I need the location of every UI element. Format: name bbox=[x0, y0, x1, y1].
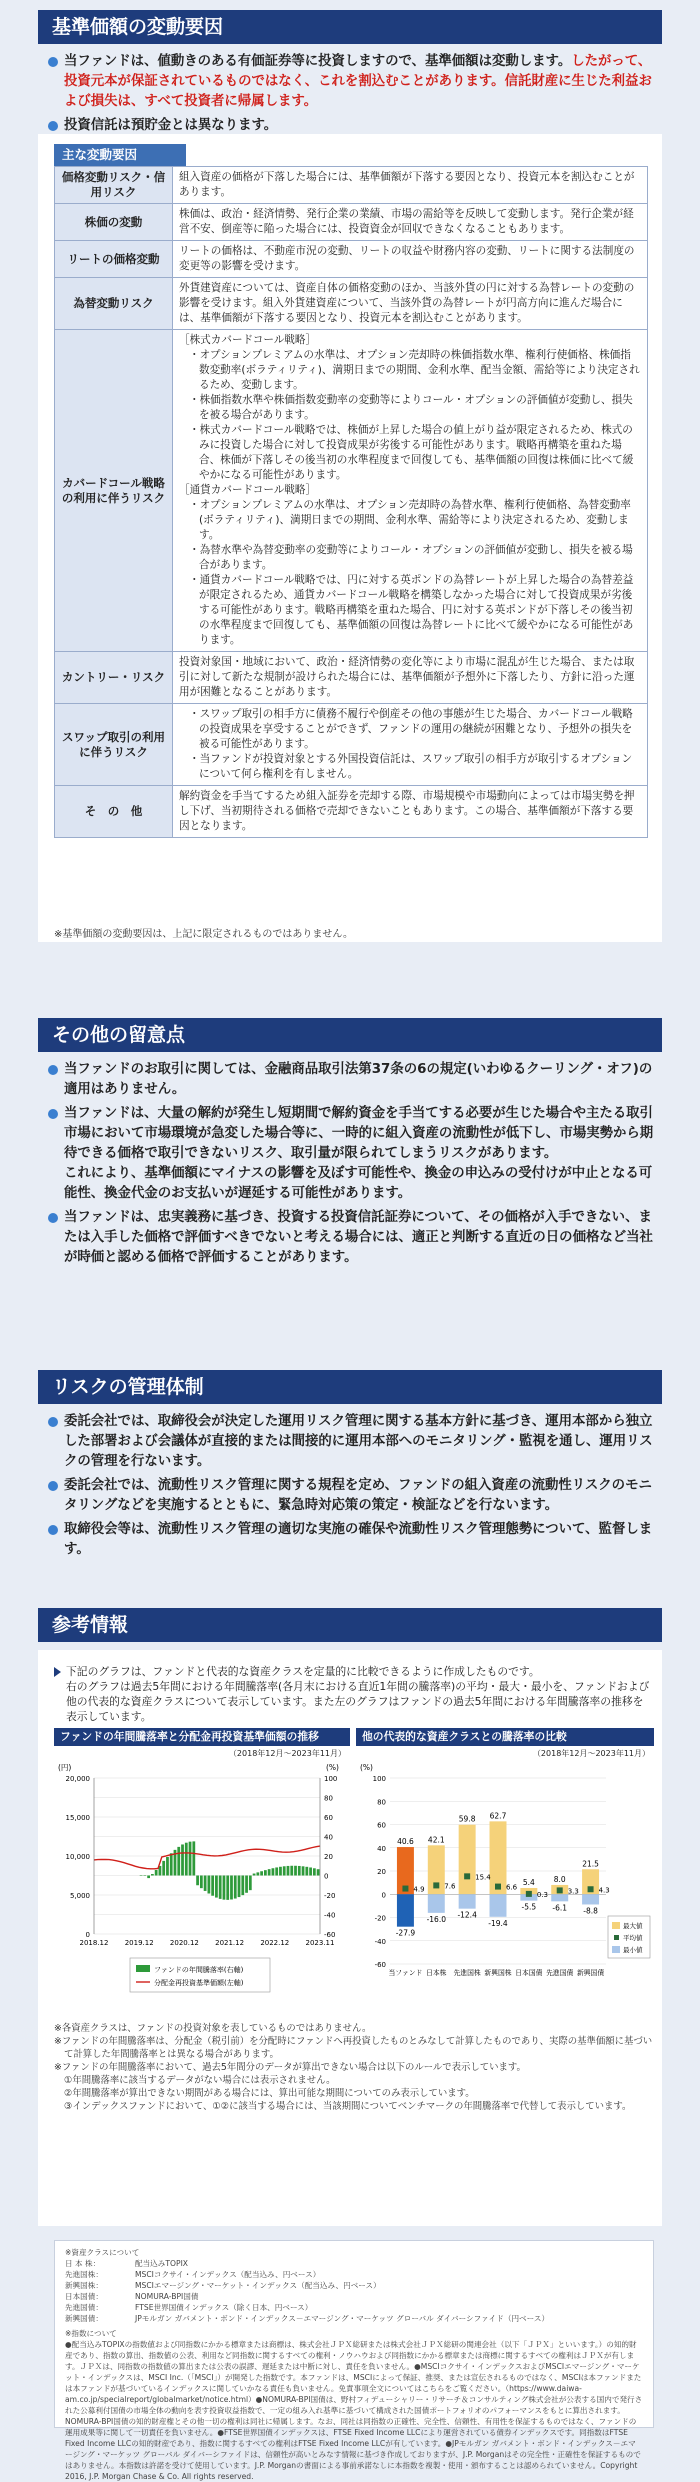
tick-label: 0 bbox=[381, 1891, 386, 1900]
s2-bullet-3: 当ファンドは、忠実義務に基づき、投資する投資信託証券について、その価格が入手できない、または入手した価格で評価すべきでないと考える場合には、適正と判断する直近の日の価格など当社が時価と認める価格で評価することがあります。 bbox=[48, 1208, 658, 1268]
tick-label: 2020.12 bbox=[169, 1939, 199, 1947]
avg-label: 7.6 bbox=[444, 1882, 456, 1891]
asset-class-value: NOMURA-BPI国債 bbox=[135, 2292, 199, 2301]
asset-class-key: 先進国株： bbox=[65, 2270, 103, 2279]
s1-b1c: 信託財産に生じた利益および損失は、すべて投資者に帰属します。 bbox=[64, 74, 652, 109]
cc-heading-currency: ［通貨カバードコール戦略］ bbox=[179, 484, 317, 496]
risk-table bbox=[54, 166, 648, 838]
chart-period: （2018年12月～2023年11月） bbox=[532, 1749, 650, 1758]
list-item: ・通貨カバードコール戦略では、円に対する英ポンドの為替レートが上昇した場合の為替差益が限定されるため、通貨カバードコール戦略を構築しなかった場合に対して投資成果が劣後する可能性があります。戦略再構築を重ねた場合、円に対する英ポンドが下落しその後当初の水準程度まで回復しても、基準価額の回復は為替レートに比べて緩やかになる可能性があります。 bbox=[189, 574, 634, 646]
list-item: ・株価指数水準や株価指数変動率の変動等によりコール・オプションの評価値が変動し、損失を被る場合があります。 bbox=[189, 394, 633, 421]
return-bar bbox=[260, 1871, 263, 1875]
return-bar bbox=[249, 1876, 252, 1891]
legal-body: ●配当込みTOPIXの指数値および同指数にかかる標章または商標は、株式会社ＪＰＸ総研または株式会社ＪＰＸ総研の関連会社（以下「ＪＰＸ」といいます。）の知的財産であり、指数の算出、指数値の公表、利用など同指数に関するすべての権利・ノウハウおよび同指数にかかる標章または商標に関するすべての権利はＪＰＸが有します。ＪＰＸは、同指数の指数値の算出または公表の誤謬、遅延または中断に対し、責任を負いません。●MSCIコクサイ・インデックスおよびMSCIエマージング・マーケット・インデックスは、MSCI Inc.（「MSCI」）が開発した指数です。本ファンドは、MSCIによって保証、推奨、または宣伝されるものではなく、MSCIは本ファンドまたは本ファンドが基づいているインデックスに関していかなる責任も負いません。免責事項全文についてはこちらをご覧ください。（https://www.daiwa-am.co.jp/specialreport/globalmarket/notice.html）●NOMURA-BPI国債は、野村フィデューシャリー・リサーチ＆コンサルティング株式会社が公表する国内で発行された公募利付国債の市場全体の動向を表す投資収益指数で、一定の組み入れ基準に基づいて構成された国債ポートフォリオのパフォーマンスをもとに算出されます。NOMURA-BPI国債の知的財産権とその他一切の権利は同社に帰属します。なお、同社は同指数の正確性、完全性、信頼性、有用性を保証するものではなく、ファンドの運用成果等に関して一切責任を負いません。●FTSE世界国債インデックスは、FTSE Fixed Income LLCにより運営されている債券インデックスです。同指数はFTSE Fixed Income LLCの知的財産であり、指数に関するすべての権利はFTSE Fixed Income LLCが有しています。●JPモルガン ガバメント・ボンド・インデックス－エマージング・マーケッツ グローバル ダイバーシファイドは、信頼性が高いとみなす情報に基づき作成しておりますが、J.P. Morganはその完全性・正確性を保証するものではありません。本指数は許諾を受けて使用しています。J.P. Morganの書面による事前承諾なしに本指数を複製・使用・頒布することは認められていません。Copyright 2016, J.P. Morgan Chase & Co. All rights reserved. bbox=[65, 2340, 643, 2481]
max-label: 42.1 bbox=[427, 1835, 445, 1845]
return-bar bbox=[147, 1876, 150, 1879]
max-label: 5.4 bbox=[522, 1877, 535, 1887]
ref-desc-2: 右のグラフは過去5年間における年間騰落率(各月末における直近1年間の騰落率)の平均・最大・最小を、ファンドおよび他の代表的な資産クラスについて表示しています。また左のグラフはファンドの過去5年間における年間騰落率の推移を表示しています。 bbox=[66, 1680, 650, 1723]
table-row bbox=[55, 786, 648, 838]
return-bar bbox=[215, 1876, 218, 1898]
avg-marker bbox=[433, 1882, 439, 1888]
tick-label: 100 bbox=[324, 1775, 338, 1783]
table-row bbox=[55, 652, 648, 704]
return-bar bbox=[283, 1866, 286, 1875]
risk-table-head: 主な変動要因 bbox=[54, 144, 186, 166]
return-bar bbox=[253, 1874, 256, 1876]
s1-bullet-2: 投資信託は預貯金とは異なります。 bbox=[48, 116, 658, 136]
return-bar bbox=[226, 1876, 229, 1900]
max-bar bbox=[459, 1825, 476, 1895]
min-label: -5.5 bbox=[521, 1902, 537, 1912]
category-label: 新興国株 bbox=[484, 1969, 512, 1977]
min-bar bbox=[582, 1894, 599, 1904]
asset-class-value: MSCIコクサイ・インデックス（配当込み、円ベース） bbox=[135, 2270, 321, 2279]
tick-label: 40 bbox=[377, 1844, 386, 1853]
asset-class-value: FTSE世界国債インデックス（除く日本、円ベース） bbox=[135, 2303, 313, 2312]
min-label: -16.0 bbox=[426, 1914, 446, 1924]
return-bar bbox=[294, 1866, 297, 1876]
max-label: 8.0 bbox=[553, 1874, 566, 1884]
return-bar bbox=[200, 1876, 203, 1889]
return-bar bbox=[162, 1861, 165, 1876]
y-left-unit: (円) bbox=[58, 1763, 72, 1772]
return-bar bbox=[151, 1874, 154, 1875]
return-bar bbox=[241, 1876, 244, 1896]
max-bar bbox=[490, 1821, 507, 1894]
avg-label: 4.3 bbox=[598, 1886, 610, 1895]
asset-class-value: 配当込みTOPIX bbox=[135, 2259, 189, 2268]
list-item: ・株式カバードコール戦略では、株価が上昇した場合の値上がり益が限定されるため、株式のみに投資した場合に対して投資成果が劣後する可能性があります。戦略再構築を重ねた場合、株価が下落しその後当初の水準程度まで回復しても、基準価額の回復は株価に比べて緩やかになる可能性があります。 bbox=[189, 424, 634, 481]
asset-class-row bbox=[65, 2302, 643, 2313]
return-bar bbox=[238, 1876, 241, 1898]
chart-asset-comparison-svg bbox=[356, 1728, 654, 2014]
asset-class-value: JPモルガン ガバメント・ボンド・インデックス－エマージング・マーケッツ グローバル ダイバーシファイド（円ベース） bbox=[135, 2314, 550, 2323]
row-key: 価格変動リスク・信用リスク bbox=[55, 167, 173, 204]
category-label: 先進国債 bbox=[546, 1969, 574, 1977]
table-row bbox=[55, 704, 648, 786]
chart-period: （2018年12月～2023年11月） bbox=[228, 1749, 346, 1758]
legend-swatch-max bbox=[612, 1922, 620, 1929]
avg-label: 3.3 bbox=[567, 1887, 579, 1896]
footnote: ②年間騰落率が算出できない期間がある場合には、算出可能な期間についてのみ表示しています。 bbox=[64, 2088, 475, 2099]
return-bar bbox=[256, 1872, 259, 1875]
legend-swatch-bar bbox=[136, 1965, 150, 1972]
row-value: 解約資金を手当てするため組入証券を売却する際、市場規模や市場動向によっては市場実勢を押し下げ、当初期待される価格で売却できないこともあります。この場合、基準価額が下落する要因となります。 bbox=[173, 786, 648, 838]
tick-label: -40 bbox=[374, 1937, 386, 1946]
category-label: 当ファンド bbox=[388, 1969, 423, 1977]
min-bar bbox=[428, 1894, 445, 1913]
chart-footnotes bbox=[54, 2022, 654, 2113]
chart-title: ファンドの年間騰落率と分配金再投資基準価額の推移 bbox=[54, 1728, 350, 1746]
tick-label: 2021.12 bbox=[215, 1939, 245, 1947]
s2-bullets bbox=[48, 1060, 658, 1272]
s2-bullet-1: 当ファンドのお取引に関しては、金融商品取引法第37条の6の規定(いわゆるクーリング・オフ)の適用はありません。 bbox=[48, 1060, 658, 1100]
section-title-volatility: 基準価額の変動要因 bbox=[38, 10, 662, 44]
list-item: ・スワップ取引の相手方に債務不履行や倒産その他の事態が生じた場合、カバードコール戦略の投資成果を享受することができず、ファンドの運用の継続が困難となり、予想外の損失を被る可能性があります。 bbox=[189, 708, 633, 750]
return-bar bbox=[140, 1876, 143, 1877]
asset-class-key: 日 本 株： bbox=[65, 2259, 101, 2268]
asset-class-row bbox=[65, 2269, 643, 2280]
avg-label: 4.9 bbox=[413, 1885, 425, 1894]
y-right-unit: (%) bbox=[326, 1763, 339, 1772]
s1-bullet-1 bbox=[48, 52, 658, 112]
return-bar bbox=[211, 1876, 214, 1896]
s3-bullets bbox=[48, 1412, 658, 1564]
row-value bbox=[173, 330, 648, 652]
tick-label: -40 bbox=[324, 1911, 336, 1920]
row-value: リートの価格は、不動産市況の変動、リートの収益や財務内容の変動、リートに関する法制度の変更等の影響を受けます。 bbox=[173, 241, 648, 278]
chart-legend bbox=[130, 1958, 270, 1992]
legend-swatch-avg bbox=[614, 1935, 619, 1940]
return-bar bbox=[181, 1844, 184, 1875]
avg-marker bbox=[495, 1884, 501, 1890]
table-row bbox=[55, 204, 648, 241]
tick-label: 80 bbox=[377, 1798, 386, 1807]
footnote: ※各資産クラスは、ファンドの投資対象を表しているものではありません。 bbox=[54, 2023, 372, 2034]
s1-note: ※基準価額の変動要因は、上記に限定されるものではありません。 bbox=[54, 929, 353, 940]
tick-label: 2018.12 bbox=[79, 1939, 109, 1947]
cc-heading-equity: ［株式カバードコール戦略］ bbox=[179, 334, 317, 346]
return-bar bbox=[287, 1866, 290, 1876]
avg-marker bbox=[557, 1887, 563, 1893]
list-item: ・為替水準や為替変動率の変動等によりコール・オプションの評価値が変動し、損失を被る場合があります。 bbox=[189, 544, 633, 571]
legend-item: 分配金再投資基準価額(左軸) bbox=[154, 1979, 244, 1987]
category-label: 新興国債 bbox=[576, 1969, 605, 1977]
tick-label: 20 bbox=[377, 1868, 386, 1876]
chart-asset-comparison bbox=[356, 1728, 654, 2014]
footnote: ③インデックスファンドにおいて、①②に該当する場合には、当該期間についてベンチマークの年間騰落率で代替して表示しています。 bbox=[64, 2101, 632, 2112]
tick-label: 100 bbox=[372, 1775, 386, 1783]
tick-label: -60 bbox=[324, 1931, 336, 1939]
list-item: ・オプションプレミアムの水準は、オプション売却時の為替水準、権利行使価格、為替変動率(ボラティリティ)、満期日までの期間、金利水準、需給等により決定されるため、変動します。 bbox=[189, 499, 631, 541]
min-bar bbox=[459, 1894, 476, 1908]
return-bar bbox=[234, 1876, 237, 1899]
ref-desc-1: 下記のグラフは、ファンドと代表的な資産クラスを定量的に比較できるように作成したものです。 bbox=[54, 1664, 654, 1679]
avg-marker bbox=[402, 1886, 408, 1892]
table-row bbox=[55, 167, 648, 204]
return-bar bbox=[155, 1870, 158, 1876]
s3-bullet-2: 委託会社では、流動性リスク管理に関する規程を定め、ファンドの組入資産の流動性リスクのモニタリングなどを実施するとともに、緊急時対応策の策定・検証などを行ないます。 bbox=[48, 1476, 658, 1516]
chart-title: 他の代表的な資産クラスとの騰落率の比較 bbox=[356, 1728, 654, 1746]
section-title-reference: 参考情報 bbox=[38, 1608, 662, 1642]
avg-label: 0.3 bbox=[536, 1890, 548, 1899]
return-bar bbox=[309, 1867, 312, 1875]
row-value bbox=[173, 704, 648, 786]
avg-marker bbox=[526, 1891, 532, 1897]
tick-label: -20 bbox=[374, 1914, 386, 1923]
asset-class-row bbox=[65, 2291, 643, 2302]
tick-label: 20,000 bbox=[65, 1775, 90, 1783]
return-bar bbox=[166, 1857, 169, 1875]
return-bar bbox=[185, 1843, 188, 1876]
table-row bbox=[55, 241, 648, 278]
asset-class-row bbox=[65, 2280, 643, 2291]
return-bar bbox=[268, 1869, 271, 1875]
tick-label: 60 bbox=[324, 1814, 333, 1822]
min-bar bbox=[397, 1894, 414, 1926]
tick-label: -60 bbox=[374, 1961, 386, 1969]
return-bar bbox=[302, 1866, 305, 1875]
return-bar bbox=[230, 1876, 233, 1900]
table-row bbox=[55, 278, 648, 330]
return-bar bbox=[177, 1847, 180, 1876]
legal-title: ※資産クラスについて bbox=[65, 2248, 140, 2257]
table-row bbox=[55, 330, 648, 652]
return-bar bbox=[143, 1876, 146, 1877]
min-label: -27.9 bbox=[395, 1928, 416, 1938]
tick-label: 40 bbox=[324, 1833, 333, 1842]
legend-item: 最小値 bbox=[623, 1946, 643, 1954]
y-unit: (%) bbox=[360, 1763, 373, 1772]
legal-box bbox=[54, 2240, 654, 2481]
tick-label: 15,000 bbox=[65, 1814, 90, 1822]
return-bar bbox=[317, 1869, 320, 1875]
row-value: 組入資産の価格が下落した場合には、基準価額が下落する要因となり、投資元本を割込むことがあります。 bbox=[173, 167, 648, 204]
row-key: 為替変動リスク bbox=[55, 278, 173, 330]
row-value: 外貨建資産については、資産自体の価格変動のほか、当該外貨の円に対する為替レートの変動の影響を受けます。組入外貨建資産について、当該外貨の為替レートが円高方向に進んだ場合には、基準価額が下落する要因となり、投資元本を割込むことがあります。 bbox=[173, 278, 648, 330]
s1-bullets bbox=[48, 52, 658, 140]
reference-description bbox=[54, 1664, 654, 1724]
s3-bullet-1: 委託会社では、取締役会が決定した運用リスク管理に関する基本方針に基づき、運用本部から独立した部署および会議体が直接的または間接的に運用本部へのモニタリング・監視を通し、運用リスクの管理を行ないます。 bbox=[48, 1412, 658, 1472]
return-bar bbox=[192, 1841, 195, 1875]
return-bar bbox=[275, 1867, 278, 1875]
min-label: -19.4 bbox=[488, 1918, 508, 1928]
return-bar bbox=[305, 1867, 308, 1876]
return-bar bbox=[196, 1876, 199, 1886]
avg-marker bbox=[464, 1873, 470, 1879]
section-title-risk-management: リスクの管理体制 bbox=[38, 1370, 662, 1404]
tick-label: 2023.11 bbox=[305, 1939, 335, 1947]
tick-label: 20 bbox=[324, 1853, 333, 1861]
row-key: スワップ取引の利用に伴うリスク bbox=[55, 704, 173, 786]
min-bar bbox=[551, 1894, 568, 1901]
row-key: リートの価格変動 bbox=[55, 241, 173, 278]
tick-label: -20 bbox=[324, 1892, 336, 1900]
asset-class-key: 日本国債： bbox=[65, 2292, 103, 2301]
row-key: 株価の変動 bbox=[55, 204, 173, 241]
return-bar bbox=[208, 1876, 211, 1894]
chart-fund-history bbox=[54, 1728, 350, 2014]
tick-label: 0 bbox=[85, 1931, 90, 1939]
tick-label: 60 bbox=[377, 1821, 386, 1830]
row-key: カバードコール戦略の利用に伴うリスク bbox=[55, 330, 173, 652]
max-label: 59.8 bbox=[458, 1814, 476, 1824]
asset-class-key: 新興国債： bbox=[65, 2314, 103, 2323]
return-bar bbox=[279, 1867, 282, 1876]
category-label: 先進国株 bbox=[453, 1969, 481, 1977]
min-bar bbox=[490, 1894, 507, 1917]
s3-bullet-3: 取締役会等は、流動性リスク管理の適切な実施の確保や流動性リスク管理態勢について、監督します。 bbox=[48, 1520, 658, 1560]
footnote: ※ファンドの年間騰落率において、過去5年間分のデータが算出できない場合は以下のルールで表示しています。 bbox=[54, 2062, 526, 2073]
avg-label: 6.6 bbox=[506, 1883, 518, 1892]
section-title-notes: その他の留意点 bbox=[38, 1018, 662, 1052]
asset-class-row bbox=[65, 2313, 643, 2324]
asset-class-key: 新興国株： bbox=[65, 2281, 103, 2290]
asset-class-value: MSCIエマージング・マーケット・インデックス（配当込み、円ベース） bbox=[135, 2281, 381, 2290]
max-label: 21.5 bbox=[582, 1859, 599, 1869]
s1-b1b: したがって、投資元本が保証されているものではなく、これを割込むことがあります。 bbox=[64, 54, 652, 89]
tick-label: 0 bbox=[324, 1872, 329, 1881]
legend-item: 最大値 bbox=[623, 1922, 643, 1930]
avg-marker bbox=[588, 1886, 594, 1892]
return-bar bbox=[245, 1876, 248, 1893]
return-bar bbox=[189, 1842, 192, 1876]
return-bar bbox=[313, 1868, 316, 1875]
row-value: 投資対象国・地域において、政治・経済情勢の変化等により市場に混乱が生じた場合、または取引に対して新たな規制が設けられた場合には、基準価額が予想外に下落したり、方針に沿った運用が困難となることがあります。 bbox=[173, 652, 648, 704]
min-label: -8.8 bbox=[583, 1906, 598, 1916]
return-bar bbox=[170, 1853, 173, 1875]
tick-label: 2019.12 bbox=[124, 1939, 154, 1947]
return-bar bbox=[219, 1876, 222, 1899]
avg-label: 15.4 bbox=[475, 1873, 491, 1882]
min-label: -12.4 bbox=[457, 1910, 477, 1920]
max-label: 62.7 bbox=[489, 1811, 507, 1821]
return-bar bbox=[264, 1870, 267, 1875]
return-bar bbox=[223, 1876, 226, 1900]
legend-item: ファンドの年間騰落率(右軸) bbox=[154, 1966, 244, 1974]
footnote: ※ファンドの年間騰落率は、分配金（税引前）を分配時にファンドへ再投資したものとみなして計算したものであり、実際の基準価額に基づいて計算した年間騰落率とは異なる場合があります。 bbox=[54, 2036, 653, 2060]
return-bar bbox=[272, 1868, 275, 1875]
asset-class-key: 先進国債： bbox=[65, 2303, 103, 2312]
chart-fund-history-svg bbox=[54, 1728, 350, 2014]
category-label: 日本株 bbox=[426, 1969, 447, 1977]
asset-class-row bbox=[65, 2258, 643, 2269]
tick-label: 10,000 bbox=[65, 1853, 90, 1861]
list-item: ・当ファンドが投資対象とする外国投資信託は、スワップ取引の相手方が取引するオプションについて何ら権利を有しません。 bbox=[189, 753, 633, 780]
s2-bullet-2: 当ファンドは、大量の解約が発生し短期間で解約資金を手当てする必要が生じた場合や主たる取引市場において市場環境が急変した場合等に、一時的に組入資産の流動性が低下し、市場実勢から期待できる価格で取引できないリスク、取引量が限られてしまうリスクがあります。 bbox=[48, 1104, 658, 1164]
max-label: 40.6 bbox=[397, 1837, 414, 1847]
return-bar bbox=[290, 1866, 293, 1876]
row-key: カントリー・リスク bbox=[55, 652, 173, 704]
tick-label: 5,000 bbox=[69, 1892, 90, 1900]
nav-line bbox=[94, 1846, 320, 1869]
s1-b1a: 当ファンドは、値動きのある有価証券等に投資しますので、基準価額は変動します。 bbox=[64, 54, 572, 69]
return-bar bbox=[204, 1876, 207, 1891]
footnote: ①年間騰落率に該当するデータがない場合には表示されません。 bbox=[64, 2075, 336, 2086]
s2-bullet-2-cont: これにより、基準価額にマイナスの影響を及ぼす可能性や、換金の申込みの受付けが中止となる可能性、換金代金のお支払いが遅延する可能性があります。 bbox=[64, 1166, 653, 1201]
row-value: 株価は、政治・経済情勢、発行企業の業績、市場の需給等を反映して変動します。発行企業が経営不安、倒産等に陥った場合には、投資資金が回収できなくなることもあります。 bbox=[173, 204, 648, 241]
legal-title-2: ※指数について bbox=[65, 2329, 117, 2338]
list-item: ・オプションプレミアムの水準は、オプション売却時の株価指数水準、権利行使価格、株価指数変動率(ボラティリティ)、満期日までの期間、金利水準、配当金額、需給等により決定されるため、変動します。 bbox=[189, 349, 640, 391]
tick-label: 2022.12 bbox=[260, 1939, 290, 1947]
category-label: 日本国債 bbox=[515, 1969, 543, 1977]
min-label: -6.1 bbox=[552, 1903, 568, 1913]
row-key: そ の 他 bbox=[55, 786, 173, 838]
tick-label: 80 bbox=[324, 1794, 333, 1803]
return-bar bbox=[298, 1866, 301, 1876]
chart-legend bbox=[608, 1916, 650, 1958]
legend-item: 平均値 bbox=[623, 1934, 643, 1942]
legend-swatch-min bbox=[612, 1946, 620, 1953]
